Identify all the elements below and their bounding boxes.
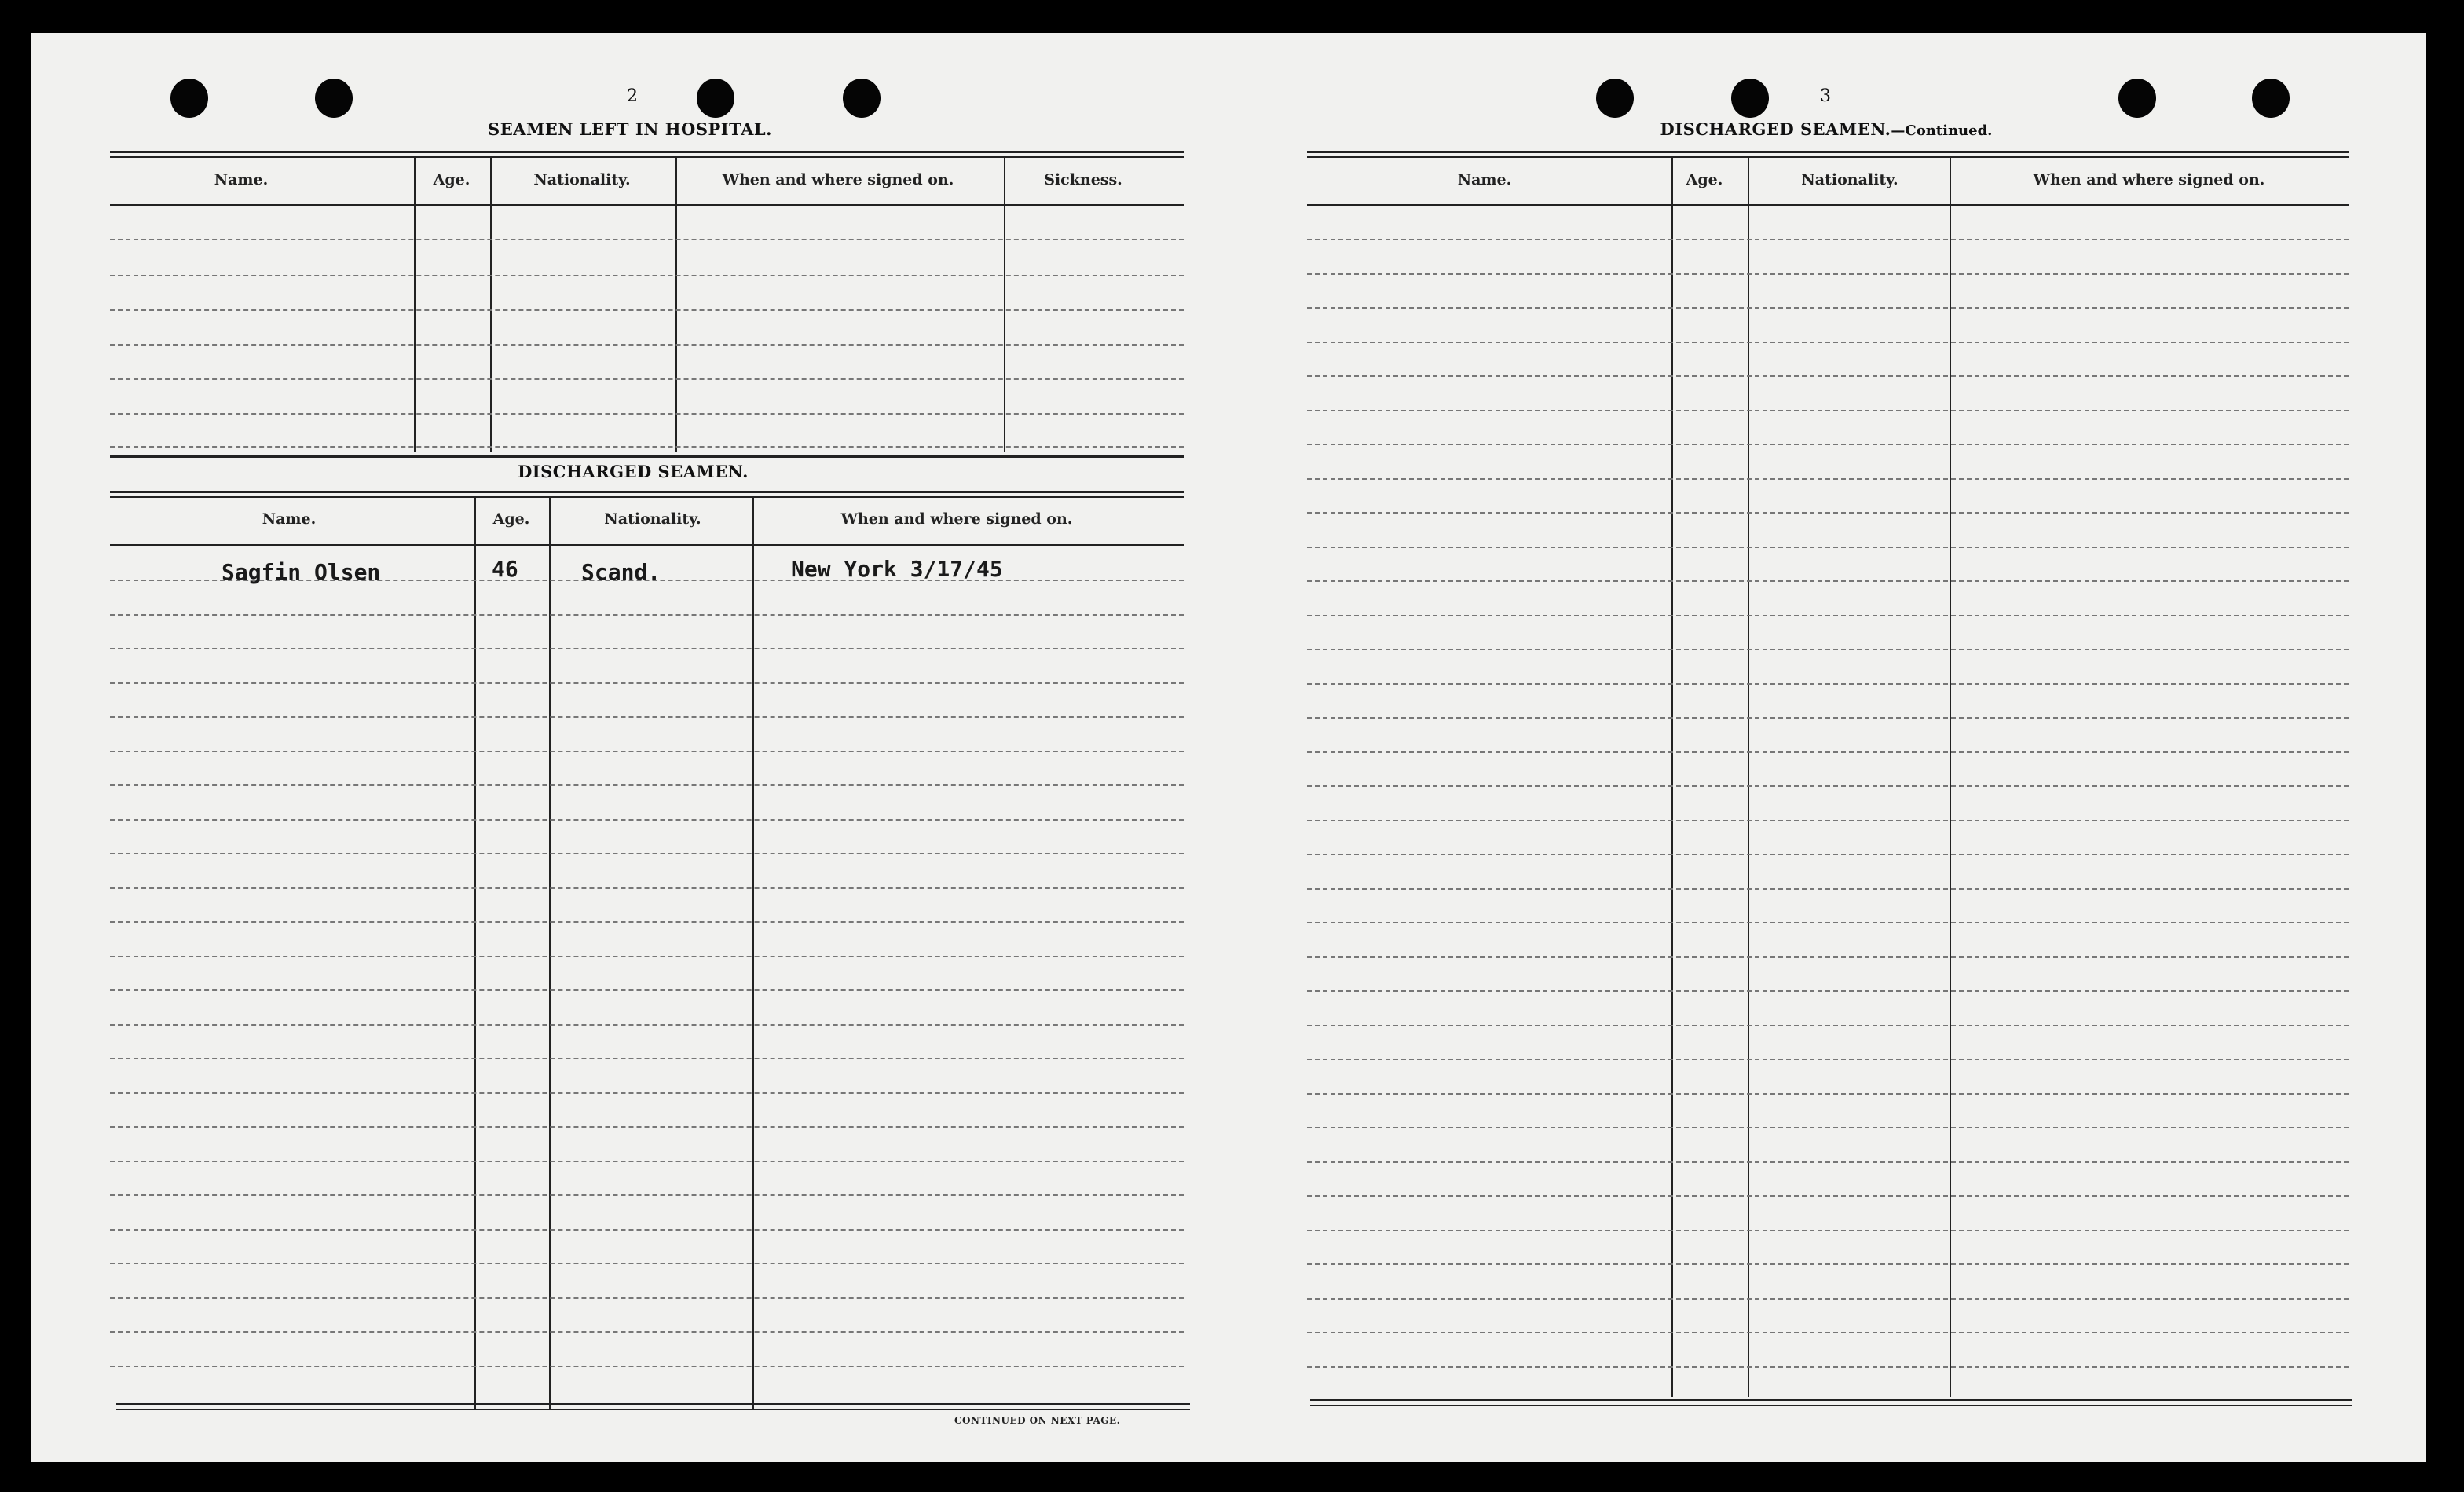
ruled-line xyxy=(110,989,1184,991)
ruled-line xyxy=(1307,375,2349,377)
section-title-suffix: —Continued. xyxy=(1891,123,1993,139)
ruled-line xyxy=(1307,1298,2349,1300)
ruled-line xyxy=(1307,239,2349,240)
punch-hole xyxy=(697,79,734,118)
ruled-line xyxy=(1307,1332,2349,1333)
hospital-col-signed-on: When and where signed on. xyxy=(722,171,954,188)
ruled-line xyxy=(1307,615,2349,616)
discharged-continued-title xyxy=(1660,119,1993,139)
ruled-line xyxy=(1307,717,2349,719)
ruled-line xyxy=(110,1126,1184,1128)
ruled-line xyxy=(1307,547,2349,548)
ruled-line xyxy=(1307,990,2349,992)
ruled-line xyxy=(1307,922,2349,923)
ruled-line xyxy=(1307,956,2349,958)
ruled-line xyxy=(110,853,1184,854)
ruled-line xyxy=(1307,1230,2349,1231)
ruled-line xyxy=(110,1194,1184,1196)
left-page xyxy=(31,33,1233,1462)
ruled-line xyxy=(1307,1161,2349,1163)
ruled-line xyxy=(1307,512,2349,514)
right-page xyxy=(1232,33,2426,1462)
punch-hole xyxy=(843,79,881,118)
seaman-age: 46 xyxy=(492,556,518,582)
ruled-line xyxy=(1307,410,2349,411)
ruled-line xyxy=(1307,1093,2349,1095)
hospital-col-sickness: Sickness. xyxy=(1044,171,1122,188)
ruled-line xyxy=(110,1297,1184,1299)
discharged-section-title: DISCHARGED SEAMEN. xyxy=(518,462,749,481)
ruled-line xyxy=(110,956,1184,957)
ruled-line xyxy=(110,1058,1184,1059)
ruled-line xyxy=(1307,1025,2349,1026)
hospital-section-title: SEAMEN LEFT IN HOSPITAL. xyxy=(488,119,772,139)
col-signed-on: When and where signed on. xyxy=(2033,171,2265,188)
ruled-line xyxy=(1307,444,2349,445)
ruled-line xyxy=(1307,649,2349,650)
punch-hole xyxy=(1731,79,1769,118)
seaman-signed-on: New York 3/17/45 xyxy=(791,556,1003,582)
ruled-line xyxy=(1307,888,2349,890)
ruled-line xyxy=(110,751,1184,752)
punch-hole xyxy=(2252,79,2290,118)
ruled-line xyxy=(110,648,1184,649)
ruled-line xyxy=(1307,1366,2349,1368)
ruled-line xyxy=(110,716,1184,718)
discharged-col-signed-on: When and where signed on. xyxy=(840,510,1073,528)
ruled-line xyxy=(1307,342,2349,343)
col-nationality: Nationality. xyxy=(1801,171,1898,188)
ruled-line xyxy=(1307,1127,2349,1128)
ruled-line xyxy=(110,1229,1184,1231)
hospital-col-age: Age. xyxy=(433,171,470,188)
ruled-line xyxy=(110,819,1184,821)
ruled-line xyxy=(1307,1195,2349,1197)
punch-hole xyxy=(170,79,208,118)
ruled-line xyxy=(110,1092,1184,1094)
punch-hole xyxy=(1596,79,1634,118)
ruled-line xyxy=(110,921,1184,923)
ruled-line xyxy=(1307,854,2349,855)
col-name: Name. xyxy=(1457,171,1512,188)
ruled-line xyxy=(110,887,1184,889)
ruled-line xyxy=(1307,307,2349,309)
ruled-line xyxy=(1307,785,2349,787)
seaman-nationality: Scand. xyxy=(581,559,661,585)
continued-note: CONTINUED ON NEXT PAGE. xyxy=(954,1415,1121,1426)
hospital-col-nationality: Nationality. xyxy=(533,171,631,188)
discharged-col-name: Name. xyxy=(262,510,317,528)
ruled-line xyxy=(110,1366,1184,1367)
seaman-name: Sagfin Olsen xyxy=(222,559,381,585)
ruled-line xyxy=(110,1161,1184,1162)
punch-hole xyxy=(315,79,353,118)
hospital-col-name: Name. xyxy=(214,171,269,188)
ruled-line xyxy=(1307,273,2349,275)
ruled-line xyxy=(110,1024,1184,1026)
ruled-line xyxy=(1307,683,2349,685)
discharged-col-nationality: Nationality. xyxy=(604,510,701,528)
ruled-line xyxy=(110,1331,1184,1333)
ruled-line xyxy=(110,784,1184,786)
ruled-line xyxy=(1307,1263,2349,1265)
punch-hole xyxy=(2118,79,2156,118)
ruled-line xyxy=(110,614,1184,616)
page-number: 2 xyxy=(627,86,638,106)
ruled-line xyxy=(1307,820,2349,821)
ruled-line xyxy=(1307,1059,2349,1060)
ruled-line xyxy=(110,682,1184,684)
col-age: Age. xyxy=(1686,171,1723,188)
discharged-col-age: Age. xyxy=(492,510,530,528)
ruled-line xyxy=(1307,580,2349,582)
section-title: DISCHARGED SEAMEN. xyxy=(1660,119,1891,139)
ruled-line xyxy=(110,1263,1184,1264)
ruled-line xyxy=(1307,478,2349,480)
page-number: 3 xyxy=(1820,86,1831,106)
ruled-line xyxy=(1307,751,2349,753)
